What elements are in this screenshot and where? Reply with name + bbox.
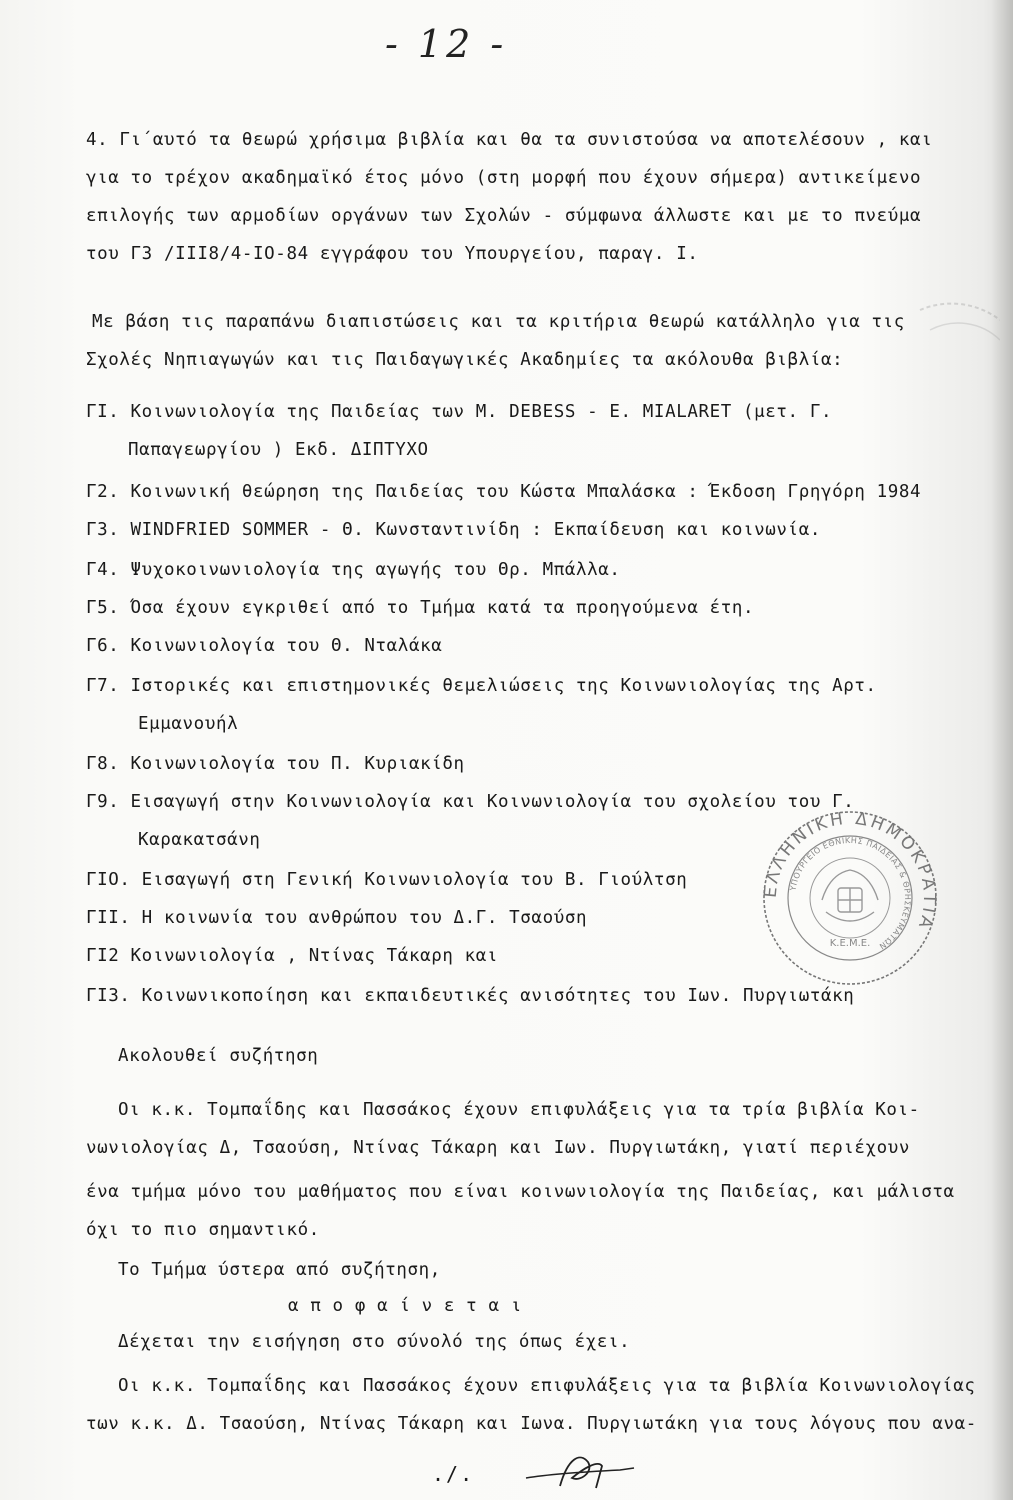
book-list-item: Γ7. Ιστορικές και επιστημονικές θεμελιώσεις της Κοινωνιολογίας της Αρτ. xyxy=(86,676,877,696)
book-list-item: ΓΙΙ. Η κοινωνία του ανθρώπου του Δ.Γ. Τσαούση xyxy=(86,908,588,928)
text-line: Οι κ.κ. Τομπαΐδης και Πασσάκος έχουν επιφυλάξεις για τα τρία βιβλία Κοι- xyxy=(118,1100,920,1120)
book-list-item: ΓΙ2 Κοινωνιολογία , Ντίνας Τάκαρη και xyxy=(86,946,499,966)
text-line: επιλογής των αρμοδίων οργάνων των Σχολών - σύμφωνα άλλωστε και με το πνεύμα xyxy=(86,206,922,226)
svg-text:ΕΛΛΗΝΙΚΗ ΔΗΜΟΚΡΑΤΙΑ xyxy=(761,809,939,934)
continuation-mark: ./. xyxy=(432,1462,475,1486)
text-line: Με βάση τις παραπάνω διαπιστώσεις και τα κριτήρια θεωρώ κατάλληλο για τις xyxy=(92,312,905,332)
book-list-item: ΓΙ3. Κοινωνικοποίηση και εκπαιδευτικές ανισότητες του Ιων. Πυργιωτάκη xyxy=(86,986,855,1006)
text-line: των κ.κ. Δ. Τσαούση, Ντίνας Τάκαρη και Ιωνα. Πυργιωτάκη για τους λόγους που ανα- xyxy=(86,1414,977,1434)
text-line: του Γ3 /ΙΙΙ8/4-ΙΟ-84 εγγράφου του Υπουργείου, παραγ. Ι. xyxy=(86,244,699,264)
signature-icon xyxy=(520,1448,640,1492)
book-list-item-continued: Παπαγεωργίου ) Εκδ. ΔΙΠΤΥΧΟ xyxy=(128,440,429,460)
book-list-item: Γ5. Όσα έχουν εγκριθεί από το Τμήμα κατά τα προηγούμενα έτη. xyxy=(86,598,755,618)
book-list-item: Γ8. Κοινωνιολογία του Π. Κυριακίδη xyxy=(86,754,465,774)
book-list-item: Γ6. Κοινωνιολογία του Θ. Νταλάκα xyxy=(86,636,443,656)
page-number: - 12 - xyxy=(385,22,508,66)
official-stamp-icon xyxy=(760,808,940,988)
book-list-item: Γ4. Ψυχοκοινωνιολογία της αγωγής του Θρ. Μπάλλα. xyxy=(86,560,621,580)
text-line: Σχολές Νηπιαγωγών και τις Παιδαγωγικές Ακαδημίες τα ακόλουθα βιβλία: xyxy=(86,350,844,370)
decision-heading: α π ο φ α ί ν ε τ α ι xyxy=(288,1296,522,1316)
text-line: Δέχεται την εισήγηση στο σύνολό της όπως έχει. xyxy=(118,1332,631,1352)
book-list-item: Γ3. WINDFRIED SOMMER - Θ. Κωνσταντινίδη : Εκπαίδευση και κοινωνία. xyxy=(86,520,821,540)
text-line: Οι κ.κ. Τομπαΐδης και Πασσάκος έχουν επιφυλάξεις για τα βιβλία Κοινωνιολογίας xyxy=(118,1376,976,1396)
book-list-item-continued: Καρακατσάνη xyxy=(138,830,261,850)
text-line: για το τρέχον ακαδημαϊκό έτος μόνο (στη μορφή που έχουν σήμερα) αντικείμενο xyxy=(86,168,922,188)
book-list-item: Γ2. Κοινωνική θεώρηση της Παιδείας του Κώστα Μπαλάσκα : Έκδοση Γρηγόρη 1984 xyxy=(86,482,922,502)
book-list-item: Γ9. Εισαγωγή στην Κοινωνιολογία και Κοινωνιολογία του σχολείου του Γ. xyxy=(86,792,855,812)
stamp-bottom-text: Κ.Ε.Μ.Ε. xyxy=(829,938,871,949)
discussion-heading: Ακολουθεί συζήτηση xyxy=(118,1046,319,1066)
text-line: ένα τμήμα μόνο του μαθήματος που είναι κοινωνιολογία της Παιδείας, και μάλιστα xyxy=(86,1182,955,1202)
text-line: 4. Γι΄αυτό τα θεωρώ χρήσιμα βιβλία και θα τα συνιστούσα να αποτελέσουν , και xyxy=(86,130,933,150)
faded-stamp-icon xyxy=(890,300,1000,460)
book-list-item: ΓΙΟ. Εισαγωγή στη Γενική Κοινωνιολογία του Β. Γιούλτση xyxy=(86,870,688,890)
text-line: Το Τμήμα ύστερα από συζήτηση, xyxy=(118,1260,441,1280)
stamp-outer-text: ΕΛΛΗΝΙΚΗ ΔΗΜΟΚΡΑΤΙΑ xyxy=(760,808,940,934)
page-edge-shadow xyxy=(991,0,1013,1500)
book-list-item-continued: Εμμανουήλ xyxy=(138,714,239,734)
text-line: όχι το πιο σημαντικό. xyxy=(86,1220,320,1240)
text-line: νωνιολογίας Δ, Τσαούση, Ντίνας Τάκαρη και Ιων. Πυργιωτάκη, γιατί περιέχουν xyxy=(86,1138,911,1158)
stamp-inner-text: ΥΠΟΥΡΓΕΙΟ ΕΘΝΙΚΗΣ ΠΑΙΔΕΙΑΣ & ΘΡΗΣΚΕΥΜΑΤΩΝ xyxy=(788,835,913,952)
book-list-item: ΓΙ. Κοινωνιολογία της Παιδείας των Μ. DEBESS - Ε. MIALARET (μετ. Γ. xyxy=(86,402,833,422)
